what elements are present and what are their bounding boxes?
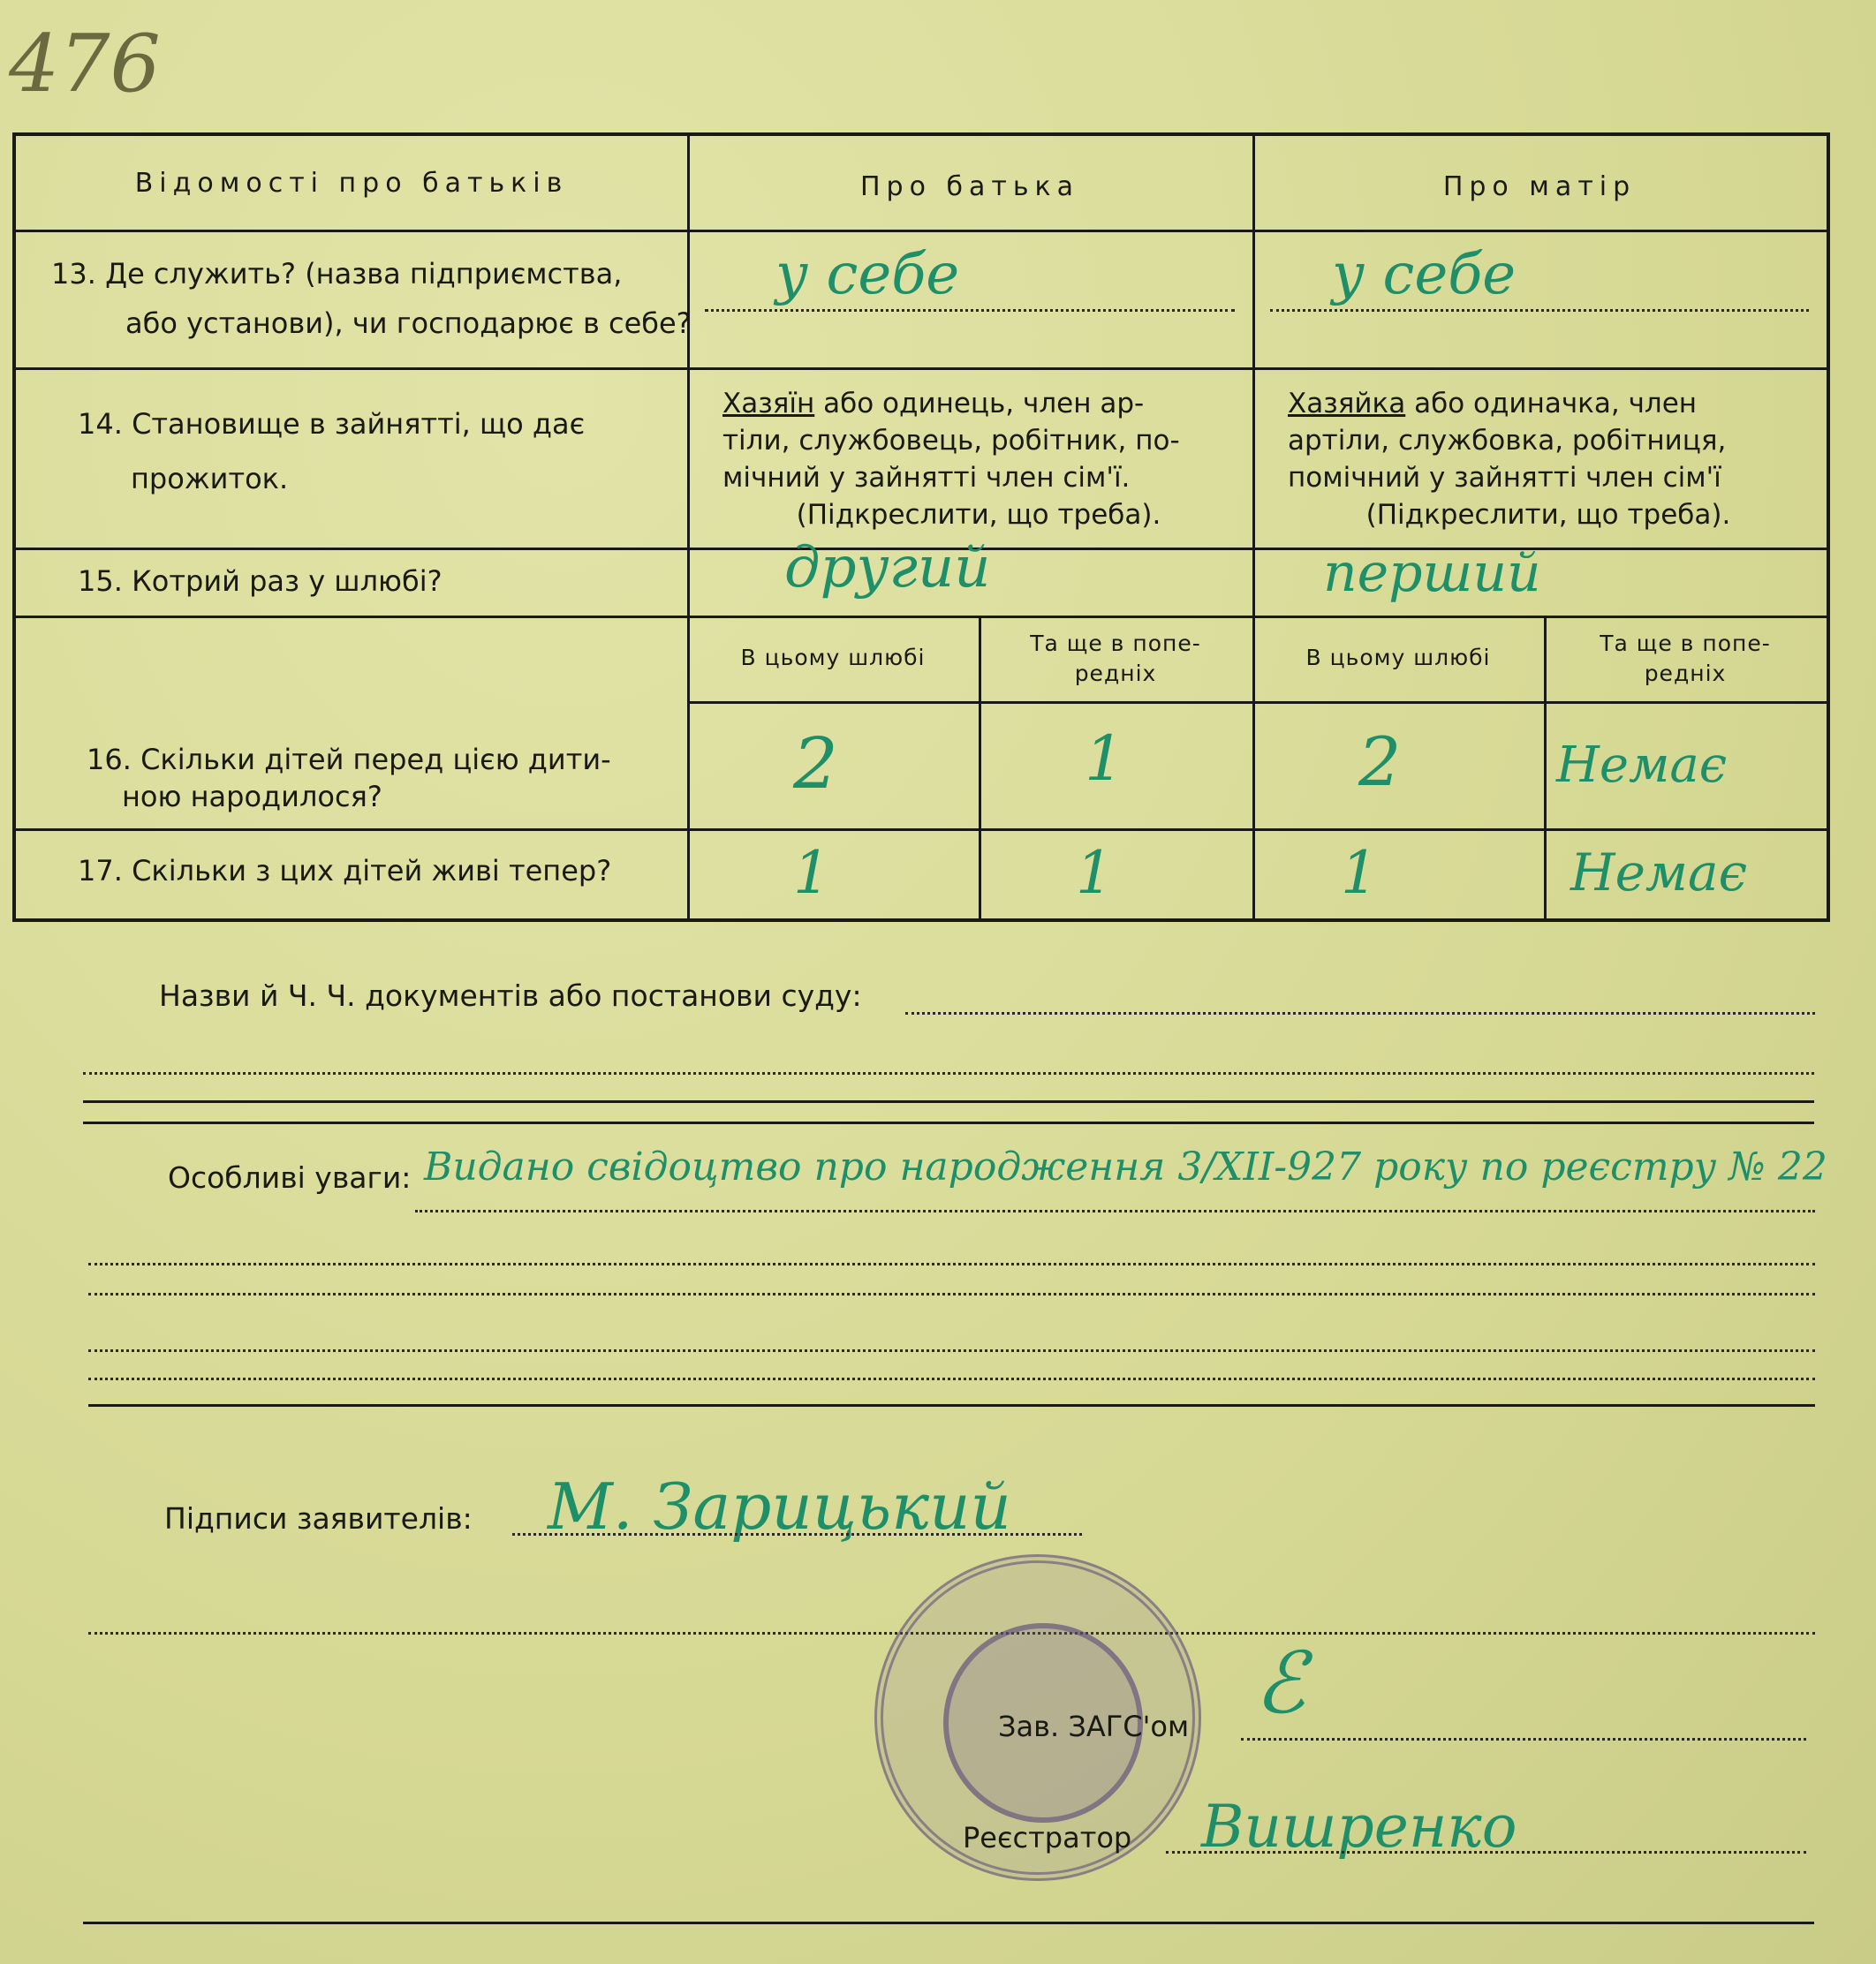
- registrar-signature: Вишренко: [1201, 1793, 1517, 1861]
- row14-father-options: Хазяїн або одинець, член ар- тіли, службовець, робітник, по- мічний у зайнятті член сім'ї. (Підкреслити, що треба).: [722, 388, 1180, 531]
- applicant-signature: М. Зарицький: [548, 1469, 1011, 1544]
- row17-mother-prev: Немає: [1570, 842, 1748, 903]
- row16-sub-this-mother: В цьому шлюбі: [1305, 645, 1491, 670]
- remarks-label: Особливі уваги:: [168, 1160, 412, 1195]
- header-mother: Про матір: [1442, 171, 1637, 202]
- row14-father-selected: Хазяїн: [722, 388, 815, 419]
- remarks-value: Видано свідоцтво про народження 3/XII-927 року по реєстру № 22: [424, 1144, 1827, 1190]
- row16-sub-this-father: В цьому шлюбі: [740, 645, 926, 670]
- head-label: Зав. ЗАГС'ом: [998, 1710, 1190, 1743]
- row16-label-line1: 16. Скільки дітей перед цією дити-: [87, 743, 611, 776]
- row16-sub-prev-father: Та ще в попе- редніх: [1030, 631, 1201, 686]
- head-signature-icon: ℰ: [1254, 1634, 1306, 1733]
- row17-label: 17. Скільки з цих дітей живі тепер?: [78, 854, 612, 888]
- header-parents-info: Відомості про батьків: [134, 168, 569, 199]
- row15-mother-value: перший: [1323, 542, 1541, 604]
- signatures-label: Підписи заявителів:: [164, 1501, 473, 1536]
- row17-mother-this: 1: [1341, 839, 1378, 907]
- row16-father-this: 2: [793, 722, 838, 804]
- row14-mother-selected: Хазяйка: [1288, 388, 1406, 419]
- row13-label-line2: або установи), чи господарює в себе?: [125, 306, 692, 340]
- registrar-label: Реєстратор: [963, 1821, 1132, 1854]
- row17-father-this: 1: [793, 839, 830, 907]
- row15-father-value: другий: [784, 535, 991, 601]
- row13-mother-value: у себе: [1332, 242, 1517, 307]
- row16-mother-this: 2: [1358, 722, 1402, 801]
- row14-label-line1: 14. Становище в зайнятті, що дає: [78, 407, 586, 441]
- row15-label: 15. Котрий раз у шлюбі?: [78, 564, 443, 598]
- row14-mother-options: Хазяйка або одиначка, член артіли, службовка, робітниця, помічний у зайнятті член сім'ї (Підкреслити, що треба).: [1288, 388, 1731, 531]
- corner-archive-number: 476: [9, 18, 161, 110]
- row13-father-value: у себе: [775, 242, 960, 307]
- row16-mother-prev: Немає: [1556, 736, 1728, 794]
- row16-label-line2: ною народилося?: [122, 780, 382, 813]
- row14-label-line2: прожиток.: [131, 462, 289, 495]
- row13-label-line1: 13. Де служить? (назва підприємства,: [51, 257, 623, 291]
- header-father: Про батька: [859, 171, 1080, 202]
- row16-sub-prev-mother: Та ще в попе- редніх: [1600, 631, 1771, 686]
- row17-father-prev: 1: [1076, 839, 1113, 907]
- parents-info-table: [12, 132, 1830, 922]
- row16-father-prev: 1: [1085, 722, 1124, 795]
- documents-label: Назви й Ч. Ч. документів або постанови суду:: [159, 978, 862, 1013]
